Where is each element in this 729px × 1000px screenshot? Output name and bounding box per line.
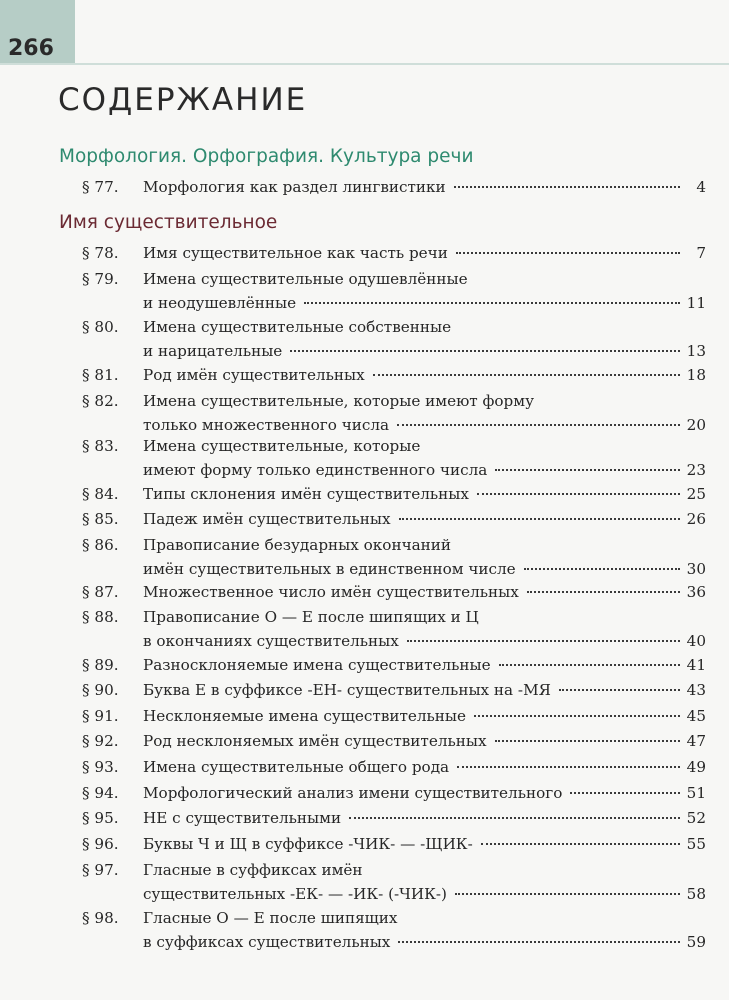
entry-page: 52 [686,809,706,827]
entry-number: § 81. [82,366,119,384]
entry-number: § 80. [82,318,119,336]
entry-title: Имя существительное как часть речи [143,244,448,262]
entry-number: § 91. [82,707,119,725]
entry-number: § 84. [82,485,119,503]
dot-leader [559,689,680,691]
entry-number: § 89. [82,656,119,674]
toc-entry-95[interactable] [82,806,706,830]
entry-page: 59 [686,933,706,951]
entry-page: 18 [686,366,706,384]
entry-title-line1: Имена существительные, которые [143,437,421,455]
entry-page: 23 [686,461,706,479]
entry-number: § 85. [82,510,119,528]
dot-leader [397,424,680,426]
entry-title: Морфологический анализ имени существительного [143,784,563,802]
entry-title-line1: Имена существительные собственные [143,318,452,336]
entry-page: 7 [696,244,706,262]
entry-number: § 77. [82,178,119,196]
dot-leader [495,469,680,471]
dot-leader [457,766,680,768]
entry-title-line1: Гласные О — Е после шипящих [143,909,398,927]
entry-title: Несклоняемые имена существительные [143,707,466,725]
toc-entry-79[interactable] [82,267,706,315]
entry-page: 13 [686,342,706,360]
entry-title-line1: Имена существительные одушевлённые [143,270,468,288]
entry-number: § 79. [82,270,119,288]
entry-number: § 78. [82,244,119,262]
entry-title-line1: Правописание безударных окончаний [143,536,452,554]
dot-leader [456,252,680,254]
entry-number: § 95. [82,809,119,827]
entry-page: 20 [686,416,706,434]
dot-leader [455,893,680,895]
entry-number: § 98. [82,909,119,927]
entry-page: 45 [686,707,706,725]
entry-title: Буквы Ч и Щ в суффиксе -ЧИК- — -ЩИК- [143,835,473,853]
entry-number: § 93. [82,758,119,776]
dot-leader [373,374,680,376]
part-heading-noun: Имя существительное [59,212,278,233]
dot-leader [304,302,680,304]
dot-leader [477,493,680,495]
entry-number: § 94. [82,784,119,802]
entry-page: 25 [686,485,706,503]
toc-entry-77[interactable] [82,175,706,199]
entry-page: 55 [686,835,706,853]
toc-entry-90[interactable] [82,678,706,702]
entry-page: 41 [686,656,706,674]
dot-leader [398,941,680,943]
page-title: СОДЕРЖАНИЕ [58,82,308,118]
entry-title: Морфология как раздел лингвистики [143,178,446,196]
entry-page: 47 [686,732,706,750]
dot-leader [454,186,680,188]
entry-number: § 83. [82,437,119,455]
dot-leader [407,640,680,642]
entry-title: Разносклоняемые имена существительные [143,656,491,674]
dot-leader [349,817,680,819]
entry-title-line2: существительных -ЕК- — -ИК- (-ЧИК-) [143,885,447,903]
toc-entry-97[interactable] [82,858,706,906]
entry-number: § 97. [82,861,119,879]
dot-leader [524,568,680,570]
entry-title: Падеж имён существительных [143,510,391,528]
dot-leader [499,664,680,666]
entry-number: § 88. [82,608,119,626]
entry-page: 36 [686,583,706,601]
entry-page: 40 [686,632,706,650]
entry-title: Род имён существительных [143,366,365,384]
toc-entry-92[interactable] [82,729,706,753]
toc-entry-91[interactable] [82,704,706,728]
entry-title: Род несклоняемых имён существительных [143,732,487,750]
entry-title-line2: только множественного числа [143,416,390,434]
dot-leader [474,715,680,717]
entry-title: Множественное число имён существительных [143,583,519,601]
toc-entry-83[interactable] [82,434,706,482]
entry-number: § 96. [82,835,119,853]
entry-title-line2: имён существительных в единственном числе [143,560,516,578]
entry-number: § 82. [82,392,119,410]
entry-title: Типы склонения имён существительных [143,485,469,503]
entry-page: 26 [686,510,706,528]
entry-page: 30 [686,560,706,578]
entry-title-line2: и нарицательные [143,342,283,360]
entry-title-line2: имеют форму только единственного числа [143,461,488,479]
entry-page: 49 [686,758,706,776]
entry-page: 43 [686,681,706,699]
entry-title-line1: Гласные в суффиксах имён [143,861,363,879]
toc-entry-89[interactable] [82,653,706,677]
dot-leader [527,591,680,593]
toc-entry-98[interactable] [82,906,706,954]
toc-entry-88[interactable] [82,605,706,653]
entry-title-line2: в окончаниях существительных [143,632,399,650]
entry-title: Буква Е в суффиксе -ЕН- существительных на -МЯ [143,681,551,699]
entry-title: Имена существительные общего рода [143,758,450,776]
entry-title-line2: и неодушевлённые [143,294,297,312]
dot-leader [399,518,680,520]
toc-entry-78[interactable] [82,241,706,265]
part-heading-morphology: Морфология. Орфография. Культура речи [59,146,474,167]
toc-entry-84[interactable] [82,482,706,506]
toc-entry-81[interactable] [82,363,706,387]
entry-title-line1: Правописание О — Е после шипящих и Ц [143,608,479,626]
dot-leader [570,792,680,794]
dot-leader [495,740,680,742]
toc-entry-82[interactable] [82,389,706,437]
entry-number: § 90. [82,681,119,699]
toc-entry-93[interactable] [82,755,706,779]
toc-entry-94[interactable] [82,781,706,805]
entry-page: 4 [696,178,706,196]
entry-page: 51 [686,784,706,802]
toc-entry-87[interactable] [82,580,706,604]
entry-page: 11 [686,294,706,312]
toc-entry-86[interactable] [82,533,706,581]
entry-number: § 87. [82,583,119,601]
entry-page: 58 [686,885,706,903]
top-divider [0,63,729,65]
dot-leader [290,350,680,352]
toc-entry-96[interactable] [82,832,706,856]
entry-title-line1: Имена существительные, которые имеют форму [143,392,535,410]
entry-title: НЕ с существительными [143,809,342,827]
page-number: 266 [8,36,54,61]
entry-number: § 92. [82,732,119,750]
dot-leader [481,843,680,845]
entry-title-line2: в суффиксах существительных [143,933,391,951]
toc-entry-85[interactable] [82,507,706,531]
toc-entry-80[interactable] [82,315,706,363]
entry-number: § 86. [82,536,119,554]
